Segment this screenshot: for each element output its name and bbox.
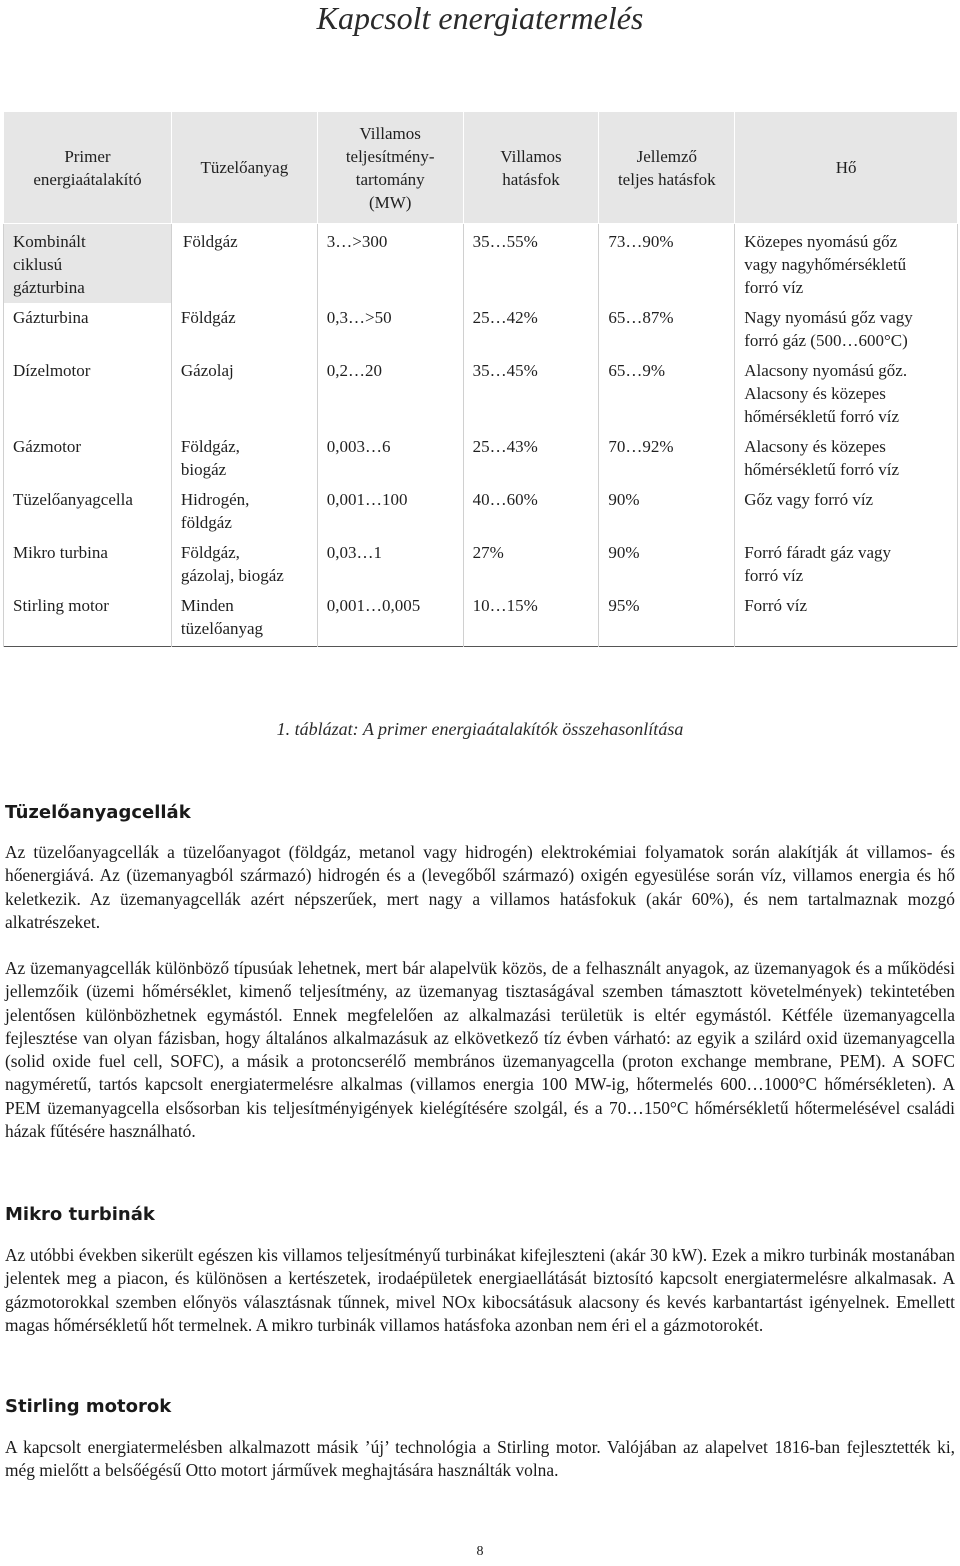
cell-total-efficiency: 90% <box>599 538 735 591</box>
table-row <box>4 224 958 304</box>
cell-total-efficiency: 65…87% <box>599 303 735 356</box>
paragraph-stirling-engines: A kapcsolt energiatermelésben alkalmazott másik ’új’ technológia a Stirling motor. Valójában az alapelvet 1816-ban fejlesztették ki, még mielőtt a belsőégésű Otto motort járművek meghajtására használták volna. <box>5 1437 955 1481</box>
cell-electrical-efficiency: 10…15% <box>463 591 599 647</box>
heading-stirling-engines: Stirling motorok <box>5 1396 172 1417</box>
cell-fuel: Gázolaj <box>171 356 317 432</box>
cell-electrical-efficiency: 35…55% <box>463 224 599 304</box>
cell-heat: Alacsony és közepes hőmérsékletű forró víz <box>735 432 958 485</box>
cell-fuel: Földgáz <box>171 224 317 304</box>
cell-converter: Gázturbina <box>4 303 172 356</box>
cell-power: 0,3…>50 <box>317 303 463 356</box>
cell-power: 0,001…100 <box>317 485 463 538</box>
cell-heat: Közepes nyomású gőz vagy nagyhőmérsékletű forró víz <box>735 224 958 304</box>
table-header-row <box>4 112 958 224</box>
table-caption: 1. táblázat: A primer energiaátalakítók összehasonlítása <box>276 719 684 739</box>
heading-fuel-cells: Tüzelőanyagcellák <box>5 802 191 823</box>
header-converter: Primer energiaátalakító <box>4 112 172 224</box>
comparison-table <box>3 111 958 647</box>
table-row <box>4 303 958 356</box>
table-row <box>4 538 958 591</box>
header-electrical-efficiency: Villamos hatásfok <box>463 112 599 224</box>
cell-fuel: Hidrogén, földgáz <box>171 485 317 538</box>
cell-electrical-efficiency: 27% <box>463 538 599 591</box>
header-power-range: Villamos teljesítmény- tartomány (MW) <box>317 112 463 224</box>
cell-heat: Alacsony nyomású gőz. Alacsony és közepes hőmérsékletű forró víz <box>735 356 958 432</box>
cell-power: 0,001…0,005 <box>317 591 463 647</box>
paragraph-fuel-cells-1: Az tüzelőanyagcellák a tüzelőanyagot (földgáz, metanol vagy hidrogén) elektrokémiai folyamatok során alakítják át villamos- és hőenergiává. Az (üzemanyagból származó) hidrogén és a (levegőből származó) oxigén egyesülése során víz, villamos energia és hő keletkezik. Az üzemanyagcellák azért népszerűek, mert nagy a villamos hatásfokuk (akár 60%), és nem tartalmaznak mozgó alkatrészeket. <box>5 842 955 932</box>
table-row <box>4 591 958 647</box>
header-total-efficiency: Jellemző teljes hatásfok <box>599 112 735 224</box>
cell-power: 0,2…20 <box>317 356 463 432</box>
cell-heat: Nagy nyomású gőz vagy forró gáz (500…600°C) <box>735 303 958 356</box>
cell-power: 0,03…1 <box>317 538 463 591</box>
cell-electrical-efficiency: 25…43% <box>463 432 599 485</box>
cell-heat: Forró fáradt gáz vagy forró víz <box>735 538 958 591</box>
cell-total-efficiency: 90% <box>599 485 735 538</box>
table-row <box>4 485 958 538</box>
cell-power: 3…>300 <box>317 224 463 304</box>
cell-converter: Mikro turbina <box>4 538 172 591</box>
cell-total-efficiency: 95% <box>599 591 735 647</box>
heading-micro-turbines: Mikro turbinák <box>5 1204 155 1225</box>
cell-fuel: Földgáz, biogáz <box>171 432 317 485</box>
cell-total-efficiency: 70…92% <box>599 432 735 485</box>
cell-electrical-efficiency: 40…60% <box>463 485 599 538</box>
table-row <box>4 432 958 485</box>
cell-total-efficiency: 65…9% <box>599 356 735 432</box>
paragraph-fuel-cells-2: Az üzemanyagcellák különböző típusúak lehetnek, mert bár alapelvük közös, de a felhasznált anyagok, az üzemanyagok és a működési jellemzőik (üzemi hőmérséklet, kimenő teljesítmény, az üzemanyag tisztaságával szemben támasztott követelmények) tekintetében jelentősen különbözhetnek egymástól. Ennek megfelelően az alkalmazási területük is eltér egymástól. Kétféle üzemanyagcella fejlesztése van olyan fázisban, hogy általános alkalmazásuk az elkövetkező tíz évben várható: az egyik a szilárd oxid üzemanyagcella (solid oxide fuel cell, SOFC), a másik a protoncserélő membrános üzemanyagcella (proton exchange membrane, PEM). A SOFC nagyméretű, tartós kapcsolt energiatermelésre alkalmas (villamos energia 100 MW-ig, hőtermelés 600…1000°C hőmérsékleten). A PEM üzemanyagcella elsősorban kis teljesítményigények kielégítésére szolgál, és a 70…150°C hőmérsékletű hőtermelésével családi házak fűtésére használható. <box>5 958 955 1142</box>
cell-fuel: Minden tüzelőanyag <box>171 591 317 647</box>
cell-electrical-efficiency: 25…42% <box>463 303 599 356</box>
cell-total-efficiency: 73…90% <box>599 224 735 304</box>
table-row <box>4 356 958 432</box>
cell-converter: Kombinált ciklusú gázturbina <box>4 224 172 304</box>
cell-fuel: Földgáz <box>171 303 317 356</box>
cell-converter: Tüzelőanyagcella <box>4 485 172 538</box>
cell-power: 0,003…6 <box>317 432 463 485</box>
header-fuel: Tüzelőanyag <box>171 112 317 224</box>
page-number: 8 <box>476 1544 484 1559</box>
paragraph-micro-turbines: Az utóbbi években sikerült egészen kis villamos teljesítményű turbinákat kifejleszteni (akár 30 kW). Ezek a mikro turbinák mostanában jelentek meg a piacon, és különösen a kertészetek, irodaépületek energiaellátását biztosító kapcsolt energiatermelésre alkalmasak. A gázmotorokkal szemben előnyös választásnak tűnnek, mivel NOx kibocsátásuk alacsony és kevés karbantartást igényelnek. Emellett magas hőmérsékletű hőt termelnek. A mikro turbinák villamos hatásfoka azonban nem éri el a gázmotorokét. <box>5 1245 955 1335</box>
cell-fuel: Földgáz, gázolaj, biogáz <box>171 538 317 591</box>
cell-heat: Forró víz <box>735 591 958 647</box>
cell-electrical-efficiency: 35…45% <box>463 356 599 432</box>
page-title: Kapcsolt energiatermelés <box>316 0 644 36</box>
header-heat: Hő <box>735 112 958 224</box>
cell-converter: Gázmotor <box>4 432 172 485</box>
cell-converter: Dízelmotor <box>4 356 172 432</box>
cell-heat: Gőz vagy forró víz <box>735 485 958 538</box>
cell-converter: Stirling motor <box>4 591 172 647</box>
